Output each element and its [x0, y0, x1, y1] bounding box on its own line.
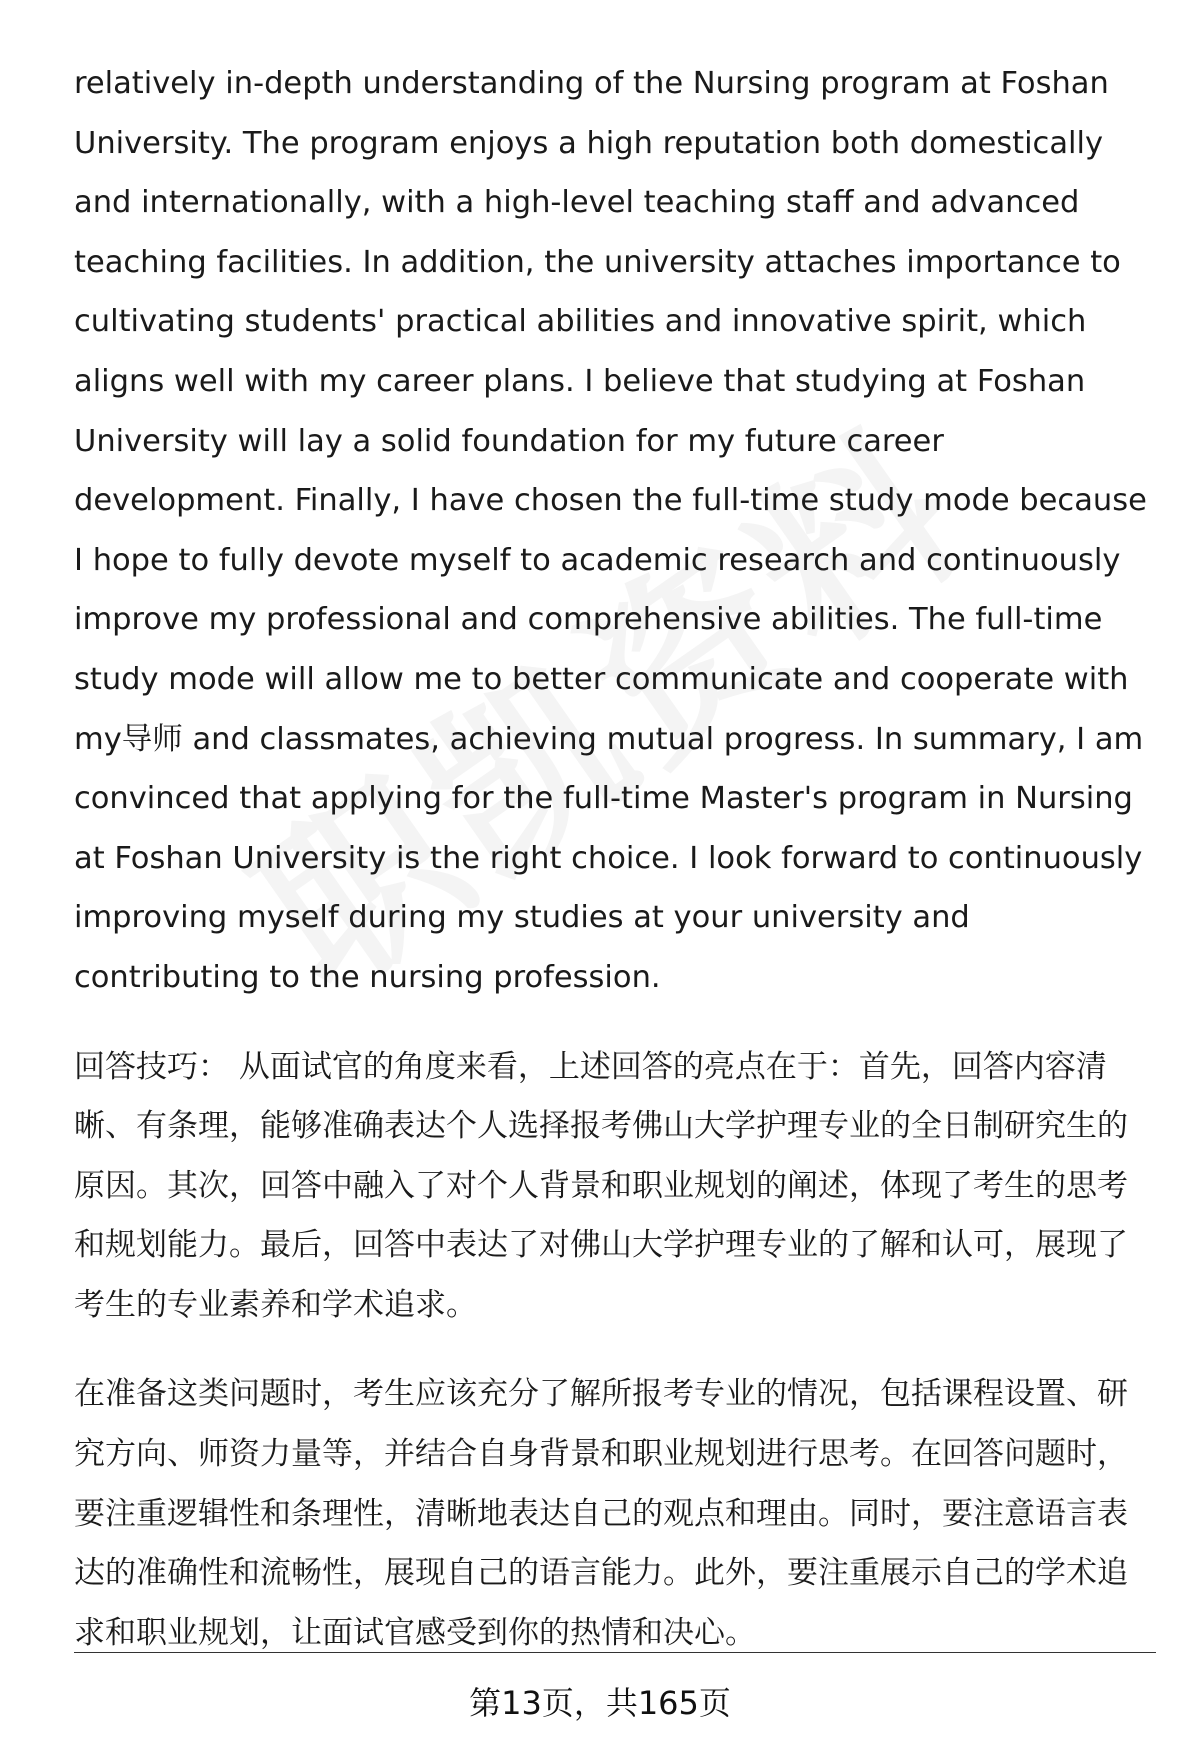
preparation-advice-paragraph: 在准备这类问题时，考生应该充分了解所报考专业的情况，包括课程设置、研究方向、师资力量等，并结合自身背景和职业规划进行思考。在回答问题时，要注重逻辑性和条理性，清晰地表达自己的观点和理由。同时，要注意语言表达的准确性和流畅性，展现自己的语言能力。此外，要注重展示自己的学术追求和职业规划，让面试官感受到你的热情和决心。	[74, 1376, 1128, 1651]
answer-tips-paragraph: 回答技巧： 从面试官的角度来看，上述回答的亮点在于：首先，回答内容清晰、有条理，能够准确表达个人选择报考佛山大学护理专业的全日制研究生的原因。其次，回答中融入了对个人背景和职业规划的阐述，体现了考生的思考和规划能力。最后，回答中表达了对佛山大学护理专业的了解和认可，展现了考生的专业素养和学术追求。	[74, 1048, 1128, 1323]
answer-paragraph: relatively in-depth understanding of the Nursing program at Foshan University. The program enjoys a high reputation both domestically and internationally, with a high-level teaching staff and advanced teaching facilities. In addition, the university attaches importance to cultivating students' practical abilities and innovative spirit, which aligns well with my career plans. I believe that studying at Foshan University will lay a solid foundation for my future career development. Finally, I have chosen the full-time study mode because I hope to fully devote myself to academic research and continuously improve my professional and comprehensive abilities. The full-time study mode will allow me to better communicate and cooperate with my导师 and classmates, achieving mutual progress. In summary, I am convinced that applying for the full-time Master's program in Nursing at Foshan University is the right choice. I look forward to continuously improving myself during my studies at your university and contributing to the nursing profession.	[74, 66, 1147, 995]
page-number: 第13页，共165页	[469, 1684, 731, 1722]
page-content	[74, 54, 1154, 1663]
footer-divider	[74, 1652, 1156, 1653]
